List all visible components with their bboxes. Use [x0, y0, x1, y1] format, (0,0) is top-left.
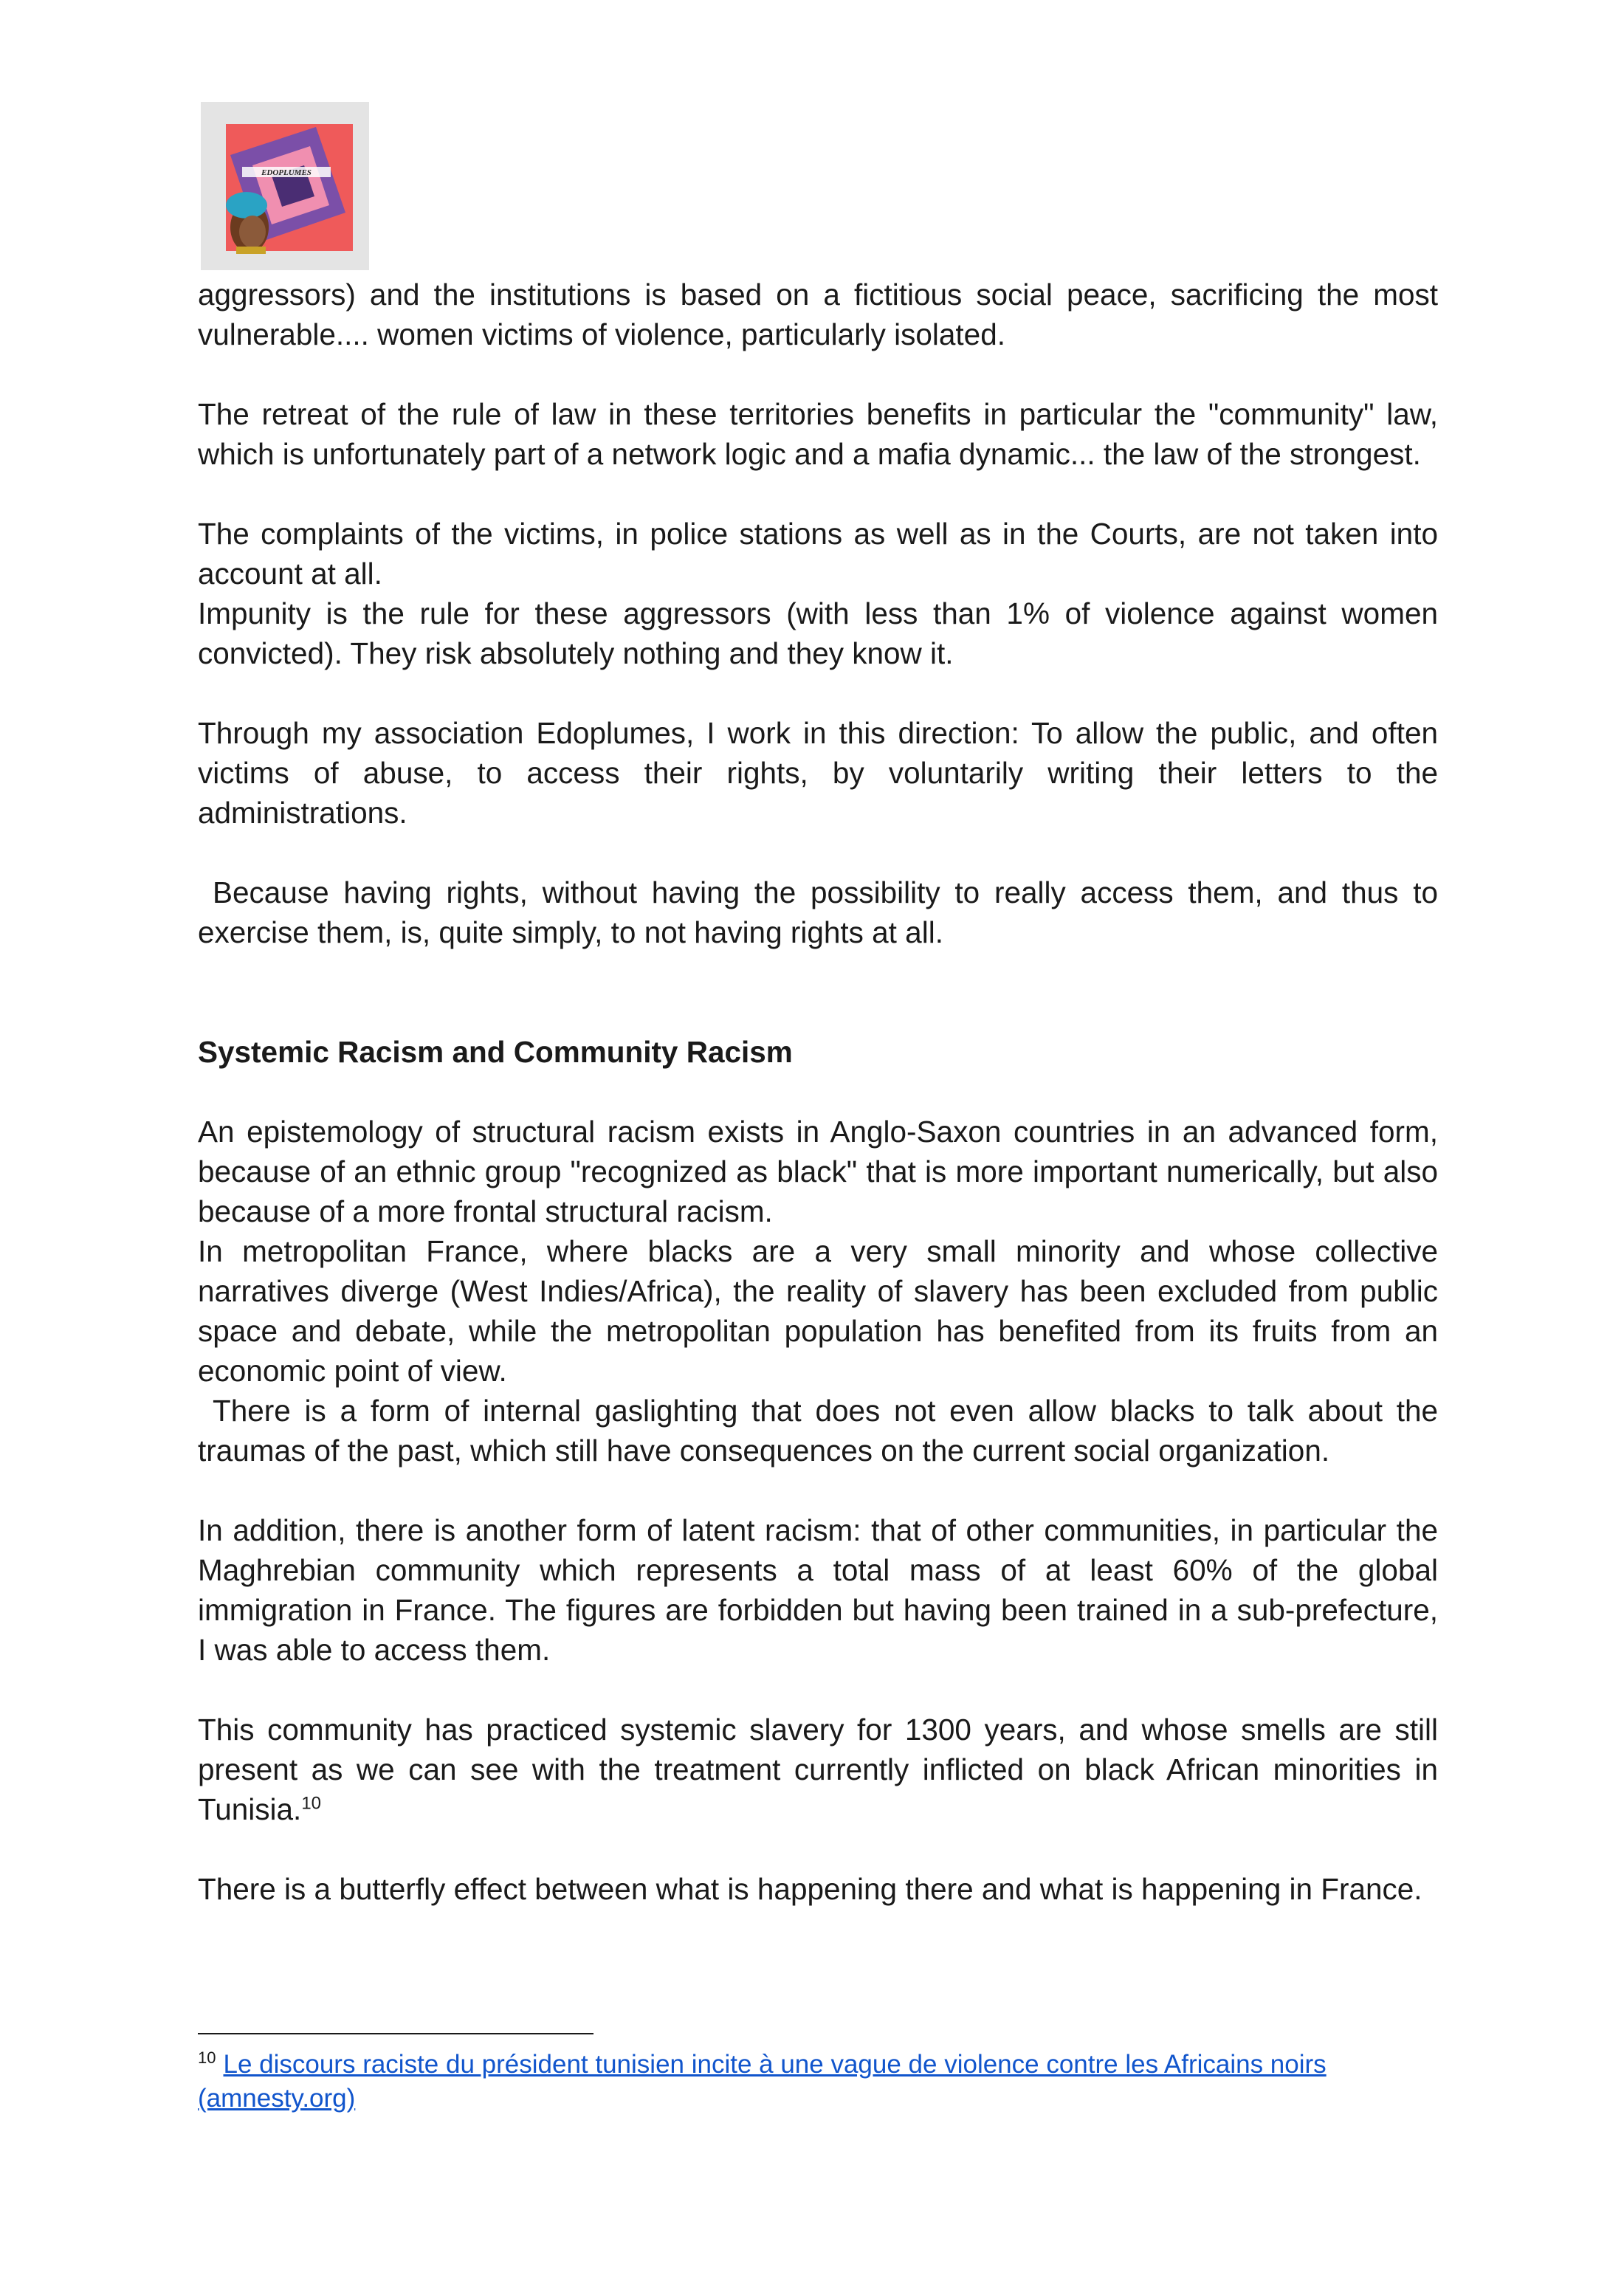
- logo-text: EDOPLUMES: [261, 168, 312, 177]
- footnote: [198, 2048, 1438, 2116]
- paragraph: The complaints of the victims, in police stations as well as in the Courts, are not taken into account at all.: [198, 517, 1438, 591]
- paragraph: Because having rights, without having the possibility to really access them, and thus to exercise them, is, quite simply, to not having rights at all.: [198, 875, 1438, 949]
- paragraph: There is a form of internal gaslighting that does not even allow blacks to talk about the traumas of the past, which still have consequences on the current social organization.: [198, 1394, 1438, 1468]
- paragraph: In metropolitan France, where blacks are a very small minority and whose collective narratives diverge (West Indies/Africa), the reality of slavery has been excluded from public space and debate, while the metropolitan population has benefited from its fruits from an economic point of view.: [198, 1234, 1438, 1388]
- footnote-link[interactable]: Le discours raciste du président tunisien incite à une vague de violence contre les Africains noirs (amnesty.org): [198, 2050, 1327, 2113]
- paragraph: There is a butterfly effect between what is happening there and what is happening in France.: [198, 1872, 1422, 1906]
- footnote-separator: [198, 2033, 593, 2034]
- paragraph: An epistemology of structural racism exists in Anglo-Saxon countries in an advanced form, because of an ethnic group "recognized as black" that is more important numerically, but also because of a more frontal structural racism.: [198, 1115, 1438, 1228]
- paragraph: Impunity is the rule for these aggressors (with less than 1% of violence against women convicted). They risk absolutely nothing and they know it.: [198, 596, 1438, 670]
- edoplumes-logo: [201, 102, 369, 270]
- footnote-number: 10: [198, 2048, 216, 2068]
- footnote-reference[interactable]: 10: [301, 1793, 322, 1814]
- paragraph: [198, 1710, 1438, 1829]
- paragraph: Through my association Edoplumes, I work in this direction: To allow the public, and often victims of abuse, to access their rights, by voluntarily writing their letters to the administrations.: [198, 716, 1438, 830]
- paragraph: In addition, there is another form of latent racism: that of other communities, in particular the Maghrebian community which represents a total mass of at least 60% of the global immigration in France. The figures are forbidden but having been trained in a sub-prefecture, I was able to access them.: [198, 1513, 1438, 1667]
- paragraph: aggressors) and the institutions is based on a fictitious social peace, sacrificing the most vulnerable.... women victims of violence, particularly isolated.: [198, 278, 1438, 351]
- paragraph-text: This community has practiced systemic slavery for 1300 years, and whose smells are still present as we can see with the treatment currently inflicted on black African minorities in Tunisia.: [198, 1713, 1438, 1826]
- document-body: [198, 275, 1438, 1909]
- paragraph: The retreat of the rule of law in these territories benefits in particular the "community" law, which is unfortunately part of a network logic and a mafia dynamic... the law of the strongest.: [198, 397, 1438, 471]
- section-heading: Systemic Racism and Community Racism: [198, 1035, 793, 1069]
- logo-graphic: [201, 102, 369, 270]
